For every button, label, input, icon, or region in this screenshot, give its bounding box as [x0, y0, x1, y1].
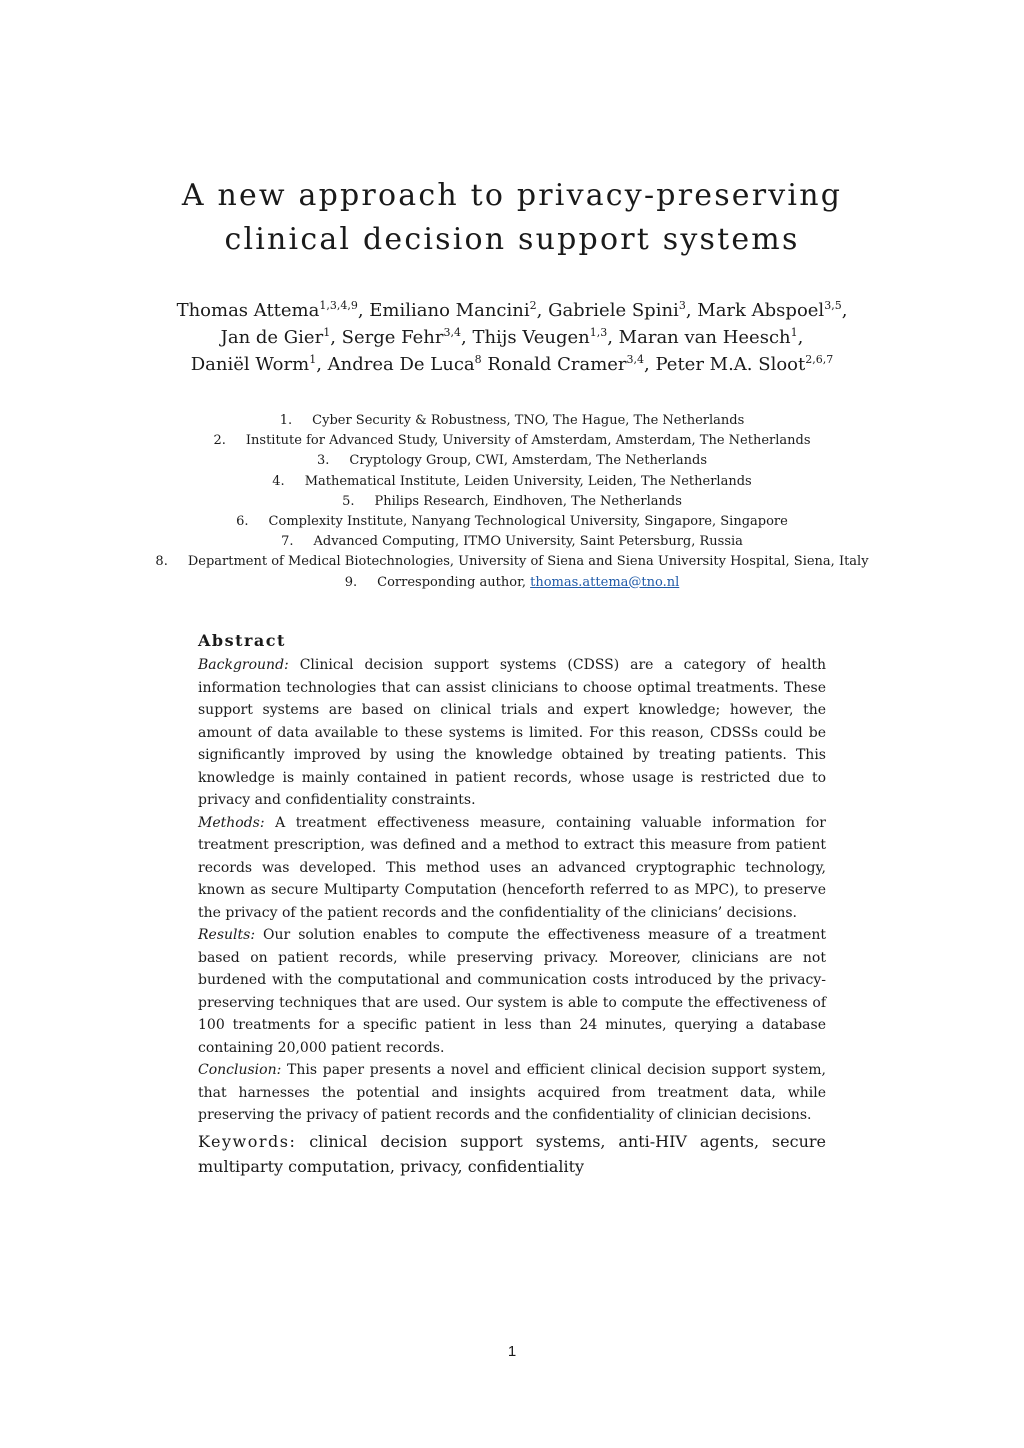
- conclusion-text: This paper presents a novel and efficient clinical decision support system, that harnesses the potential and insights acquired from treatment data, while preserving the privacy of patient records and the confidentiality of clinician decisions.: [198, 1062, 826, 1123]
- author-separator: ,: [316, 354, 328, 375]
- affiliation-item: [0, 512, 1024, 532]
- author-name: Emiliano Mancini: [369, 300, 530, 321]
- author-name: Mark Abspoel: [697, 300, 825, 321]
- author-affiliation-marker: 2: [529, 299, 537, 312]
- author-separator: ,: [536, 300, 549, 321]
- affiliation-text: Cyber Security & Robustness, TNO, The Hague, The Netherlands: [312, 413, 745, 428]
- author-affiliation-marker: 3,5: [824, 299, 842, 312]
- results-label: Results:: [198, 927, 256, 943]
- affiliation-item: [0, 472, 1024, 492]
- author-separator: ,: [685, 300, 698, 321]
- author-list: [0, 297, 1024, 378]
- background-paragraph: [198, 654, 826, 812]
- author-separator: ,: [357, 300, 370, 321]
- affiliation-number: 2.: [213, 433, 226, 449]
- author-name: Gabriele Spini: [548, 300, 679, 321]
- author-affiliation-marker: 1: [323, 326, 331, 339]
- author-separator: ,: [461, 327, 473, 348]
- affiliation-list: [0, 411, 1024, 593]
- title-line-2: clinical decision support systems: [224, 222, 800, 257]
- affiliation-text: Department of Medical Biotechnologies, University of Siena and Siena University Hospital, Siena, Italy: [187, 554, 869, 570]
- author-separator: ,: [644, 354, 656, 375]
- author-name: Andrea De Luca: [327, 354, 475, 375]
- author-affiliation-marker: 1: [309, 353, 317, 366]
- affiliation-number: 5.: [342, 493, 355, 509]
- author-name: Maran van Heesch: [618, 327, 791, 348]
- paper-title: [0, 174, 1024, 262]
- abstract-section: [198, 629, 826, 1179]
- author-affiliation-marker: 3,4: [626, 353, 645, 366]
- author-affiliation-marker: 2,6,7: [805, 353, 834, 366]
- affiliation-text: Institute for Advanced Study, University of Amsterdam, Amsterdam, The Netherlands: [245, 433, 811, 449]
- author-name: Peter M.A. Sloot: [655, 354, 806, 375]
- author-name: Thomas Attema: [176, 300, 320, 321]
- author-affiliation-marker: 1: [790, 326, 798, 339]
- author-name: Thijs Veugen: [472, 327, 590, 348]
- keywords-text: clinical decision support systems, anti-HIV agents, secure multiparty computation, privacy, confidentiality: [198, 1131, 826, 1176]
- affiliation-number: 8.: [155, 554, 168, 570]
- affiliation-item: [0, 552, 1024, 572]
- keywords-paragraph: [198, 1129, 826, 1179]
- affiliation-item: [0, 431, 1024, 451]
- affiliation-text: Cryptology Group, CWI, Amsterdam, The Netherlands: [349, 453, 708, 469]
- author-line-2: [0, 324, 1024, 351]
- author-separator: ,: [797, 327, 804, 348]
- author-affiliation-marker: 3: [678, 299, 686, 312]
- corresponding-email-link[interactable]: thomas.attema@tno.nl: [530, 574, 680, 590]
- affiliation-text: Mathematical Institute, Leiden University, Leiden, The Netherlands: [304, 473, 752, 489]
- affiliation-text: Advanced Computing, ITMO University, Saint Petersburg, Russia: [313, 534, 743, 550]
- corresponding-label: Corresponding author,: [377, 574, 531, 590]
- author-separator: ,: [607, 327, 619, 348]
- affiliation-item: [0, 411, 1024, 431]
- results-text: Our solution enables to compute the effectiveness measure of a treatment based on patient records, while preserving privacy. Moreover, clinicians are not burdened with the computational and communication costs introduced by the privacy-preserving techniques that are used. Our system is able to compute the effectiveness of 100 treatments for a specific patient in less than 24 minutes, querying a database containing 20,000 patient records.: [198, 927, 826, 1056]
- author-separator: ,: [330, 327, 342, 348]
- affiliation-number: 6.: [236, 514, 249, 530]
- corresponding-author: [0, 573, 1024, 593]
- affiliation-text: Complexity Institute, Nanyang Technological University, Singapore, Singapore: [268, 514, 788, 530]
- author-name: Daniël Worm: [190, 354, 310, 375]
- affiliation-number: 4.: [272, 473, 285, 489]
- methods-text: A treatment effectiveness measure, containing valuable information for treatment prescription, was defined and a method to extract this measure from patient records was developed. This method uses an advanced cryptographic technology, known as secure Multiparty Computation (henceforth referred to as MPC), to preserve the privacy of the patient records and the confidentiality of the clinicians’ decisions.: [198, 814, 826, 921]
- title-line-1: A new approach to privacy-preserving: [181, 178, 843, 213]
- affiliation-text: Philips Research, Eindhoven, The Netherlands: [374, 493, 682, 509]
- affiliation-number: 9.: [344, 574, 358, 590]
- author-affiliation-marker: 1,3: [589, 326, 608, 339]
- author-line-1: [0, 297, 1024, 324]
- methods-paragraph: [198, 812, 826, 925]
- methods-label: Methods:: [198, 814, 265, 831]
- author-name: Serge Fehr: [341, 327, 444, 348]
- author-name: Jan de Gier: [220, 327, 324, 348]
- author-affiliation-marker: 1,3,4,9: [319, 299, 358, 312]
- affiliation-number: 1.: [279, 413, 293, 428]
- background-text: Clinical decision support systems (CDSS) are a category of health information technologies that can assist clinicians to choose optimal treatments. These support systems are based on clinical trials and expert knowledge; however, the amount of data available to these systems is limited. For this reason, CDSSs could be significantly improved by using the knowledge obtained by treating patients. This knowledge is mainly contained in patient records, whose usage is restricted due to privacy and confidentiality constraints.: [198, 657, 826, 808]
- author-separator: ,: [841, 300, 848, 321]
- keywords-label: Keywords:: [198, 1131, 297, 1151]
- affiliation-number: 7.: [281, 534, 294, 550]
- page-number: 1: [507, 1343, 517, 1360]
- author-line-3: [0, 351, 1024, 378]
- author-affiliation-marker: 8: [474, 353, 482, 366]
- background-label: Background:: [198, 657, 289, 673]
- author-affiliation-marker: 3,4: [443, 326, 461, 339]
- affiliation-item: [0, 532, 1024, 552]
- results-paragraph: [198, 924, 826, 1059]
- abstract-heading: Abstract: [198, 631, 286, 650]
- affiliation-item: [0, 451, 1024, 471]
- affiliation-item: [0, 492, 1024, 512]
- author-name: Ronald Cramer: [487, 354, 627, 375]
- conclusion-label: Conclusion:: [198, 1062, 282, 1078]
- conclusion-paragraph: [198, 1059, 826, 1127]
- affiliation-number: 3.: [316, 453, 330, 469]
